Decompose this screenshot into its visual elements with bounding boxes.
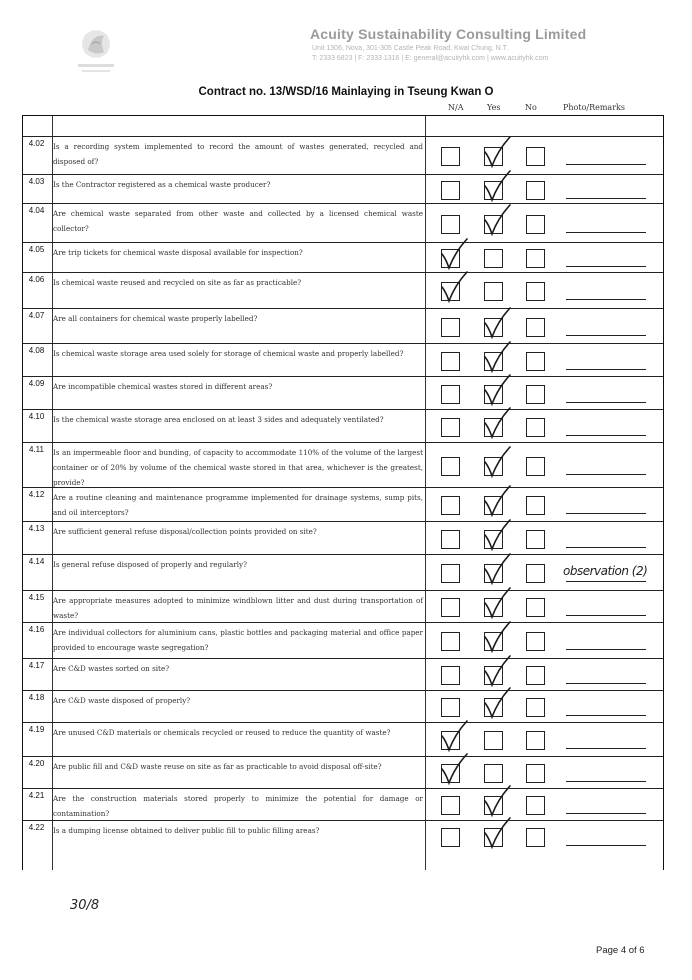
item-number: 4.03 [28, 177, 45, 186]
item-number: 4.15 [28, 593, 45, 602]
check-mark-icon [482, 340, 512, 374]
item-number: 4.11 [29, 445, 44, 454]
checkbox-na[interactable] [441, 181, 460, 200]
checkbox-no[interactable] [526, 731, 545, 750]
remark-line[interactable] [566, 266, 646, 267]
item-number: 4.07 [28, 311, 45, 320]
company-address [312, 44, 602, 64]
checkbox-no[interactable] [526, 698, 545, 717]
remark-line[interactable] [566, 581, 646, 582]
item-question: Is the Contractor registered as a chemical waste producer? [53, 180, 271, 189]
check-mark-icon [482, 445, 512, 479]
checkbox-no[interactable] [526, 418, 545, 437]
remark-line[interactable] [566, 781, 646, 782]
check-mark-icon [482, 203, 512, 237]
checkbox-no[interactable] [526, 666, 545, 685]
checkbox-no[interactable] [526, 385, 545, 404]
item-number: 4.08 [28, 346, 45, 355]
check-mark-icon [439, 270, 469, 304]
item-question: Are chemical waste separated from other waste and collected by a licensed chemical waste collector? [53, 209, 423, 233]
handwritten-remark: observation (2) [563, 564, 648, 578]
remark-line[interactable] [566, 369, 646, 370]
company-logo [70, 22, 122, 76]
checkbox-na[interactable] [441, 318, 460, 337]
remark-line[interactable] [566, 547, 646, 548]
item-question: Are a routine cleaning and maintenance programme implemented for drainage systems, sump pits, and oil interceptors? [53, 493, 423, 517]
checkbox-no[interactable] [526, 318, 545, 337]
check-mark-icon [439, 237, 469, 271]
item-number: 4.17 [28, 661, 45, 670]
item-number: 4.16 [28, 625, 45, 634]
item-question: Is chemical waste storage area used solely for storage of chemical waste and properly labelled? [53, 349, 404, 358]
table-row [23, 343, 663, 377]
checkbox-na[interactable] [441, 698, 460, 717]
remark-line[interactable] [566, 813, 646, 814]
remark-line[interactable] [566, 513, 646, 514]
column-header-no: No [525, 103, 537, 112]
table-row [23, 521, 663, 555]
checklist-table [22, 115, 664, 870]
item-question: Is a dumping license obtained to deliver public fill to public filling areas? [53, 826, 320, 835]
item-question: Are C&D waste disposed of properly? [53, 696, 191, 705]
remark-line[interactable] [566, 164, 646, 165]
check-mark-icon [439, 719, 469, 753]
table-row [23, 554, 663, 591]
checkbox-na[interactable] [441, 385, 460, 404]
check-mark-icon [482, 373, 512, 407]
page-number: Page 4 of 6 [596, 945, 645, 956]
company-address-line1: Unit 1306, Nova, 301-305 Castle Peak Road, Kwai Chung, N.T. [312, 45, 509, 52]
checkbox-na[interactable] [441, 352, 460, 371]
item-number: 4.22 [28, 823, 45, 832]
item-question: Is general refuse disposed of properly and regularly? [53, 560, 247, 569]
remark-line[interactable] [566, 683, 646, 684]
item-number: 4.09 [28, 379, 45, 388]
checkbox-na[interactable] [441, 457, 460, 476]
checkbox-no[interactable] [526, 282, 545, 301]
item-question: Are individual collectors for aluminium cans, plastic bottles and packaging material and office paper provided to encourage waste segregation? [53, 628, 423, 652]
handwritten-page-count: 30/8 [70, 898, 100, 913]
item-question: Are public fill and C&D waste reuse on site as far as practicable to avoid disposal off-site? [53, 762, 382, 771]
item-question: Are unused C&D materials or chemicals recycled or reused to reduce the quantity of waste? [53, 728, 391, 737]
checkbox-na[interactable] [441, 418, 460, 437]
table-row [23, 788, 663, 821]
item-question: Are incompatible chemical wastes stored in different areas? [53, 382, 273, 391]
column-header-remarks: Photo/Remarks [563, 103, 625, 112]
check-mark-icon [482, 518, 512, 552]
item-number: 4.12 [28, 490, 45, 499]
check-mark-icon [482, 552, 512, 586]
column-header-na: N/A [448, 103, 464, 112]
item-question: Are all containers for chemical waste properly labelled? [53, 314, 258, 323]
table-row [23, 242, 663, 273]
remark-line[interactable] [566, 748, 646, 749]
checkbox-yes[interactable] [484, 764, 503, 783]
company-contact-line: T: 2333 6823 | F: 2333 1316 | E: general@acuityhk.com | www.acuityhk.com [312, 55, 549, 62]
check-mark-icon [482, 406, 512, 440]
item-question: Is the chemical waste storage area enclosed on at least 3 sides and adequately ventilated? [53, 415, 384, 424]
item-question: Are trip tickets for chemical waste disposal available for inspection? [53, 248, 303, 257]
table-row [23, 308, 663, 344]
check-mark-icon [482, 135, 512, 169]
checkbox-no[interactable] [526, 147, 545, 166]
table-row [23, 203, 663, 243]
table-row [23, 272, 663, 309]
item-number: 4.18 [28, 693, 45, 702]
checkbox-na[interactable] [441, 496, 460, 515]
remark-line[interactable] [566, 335, 646, 336]
checkbox-no[interactable] [526, 496, 545, 515]
table-row [23, 487, 663, 522]
table-row [23, 174, 663, 204]
remark-line[interactable] [566, 474, 646, 475]
checkbox-no[interactable] [526, 352, 545, 371]
checkbox-no[interactable] [526, 564, 545, 583]
item-question: Is an impermeable floor and bunding, of capacity to accommodate 110% of the volume of the largest container or of 20% by volume of the chemical waste stored in that area, whichever is the greatest, provide? [53, 448, 423, 487]
item-question: Are sufficient general refuse disposal/collection points provided on site? [53, 527, 317, 536]
item-question: Is a recording system implemented to record the amount of wastes generated, recycled and disposed of? [53, 142, 423, 166]
item-number: 4.10 [28, 412, 45, 421]
company-name: Acuity Sustainability Consulting Limited [310, 26, 587, 42]
table-row [23, 376, 663, 410]
checkbox-yes[interactable] [484, 282, 503, 301]
checkbox-yes[interactable] [484, 249, 503, 268]
table-row [23, 136, 663, 175]
remark-line[interactable] [566, 232, 646, 233]
checkbox-no[interactable] [526, 457, 545, 476]
item-number: 4.14 [28, 557, 45, 566]
checkbox-na[interactable] [441, 632, 460, 651]
item-number: 4.02 [28, 139, 45, 148]
item-number: 4.21 [28, 791, 45, 800]
checkbox-na[interactable] [441, 147, 460, 166]
remark-line[interactable] [566, 198, 646, 199]
item-question: Are C&D wastes sorted on site? [53, 664, 170, 673]
checkbox-no[interactable] [526, 215, 545, 234]
item-question: Is chemical waste reused and recycled on site as far as practicable? [53, 278, 302, 287]
checkbox-na[interactable] [441, 666, 460, 685]
checkbox-na[interactable] [441, 564, 460, 583]
item-question: Are appropriate measures adopted to minimize windblown litter and dust during transportation of waste? [53, 596, 423, 620]
checkbox-na[interactable] [441, 828, 460, 847]
check-mark-icon [482, 306, 512, 340]
table-row [23, 722, 663, 757]
check-mark-icon [482, 686, 512, 720]
remark-line[interactable] [566, 299, 646, 300]
item-number: 4.04 [28, 206, 45, 215]
item-number: 4.05 [28, 245, 45, 254]
remark-line[interactable] [566, 435, 646, 436]
checkbox-na[interactable] [441, 215, 460, 234]
remark-line[interactable] [566, 649, 646, 650]
contract-title: Contract no. 13/WSD/16 Mainlaying in Tseung Kwan O [198, 86, 494, 98]
checkbox-no[interactable] [526, 530, 545, 549]
table-row [23, 409, 663, 443]
remark-line[interactable] [566, 615, 646, 616]
item-number: 4.13 [28, 524, 45, 533]
table-row [23, 820, 663, 851]
table-header-row [23, 116, 663, 137]
remark-line[interactable] [566, 715, 646, 716]
item-number: 4.06 [28, 275, 45, 284]
table-row [23, 658, 663, 691]
check-mark-icon [482, 484, 512, 518]
check-mark-icon [439, 752, 469, 786]
checkbox-yes[interactable] [484, 731, 503, 750]
checkbox-no[interactable] [526, 598, 545, 617]
check-mark-icon [482, 620, 512, 654]
check-mark-icon [482, 169, 512, 203]
check-mark-icon [482, 784, 512, 818]
checkbox-na[interactable] [441, 530, 460, 549]
table-row [23, 442, 663, 488]
table-row [23, 590, 663, 623]
item-number: 4.19 [28, 725, 45, 734]
remark-line[interactable] [566, 402, 646, 403]
checkbox-no[interactable] [526, 828, 545, 847]
checkbox-no[interactable] [526, 764, 545, 783]
item-question: Are the construction materials stored properly to minimize the potential for damage or contamination? [53, 794, 423, 818]
checkbox-na[interactable] [441, 796, 460, 815]
checkbox-na[interactable] [441, 598, 460, 617]
item-number: 4.20 [28, 759, 45, 768]
checkbox-no[interactable] [526, 796, 545, 815]
table-row [23, 622, 663, 659]
column-header-yes: Yes [487, 103, 501, 112]
table-row [23, 756, 663, 789]
check-mark-icon [482, 586, 512, 620]
checkbox-no[interactable] [526, 181, 545, 200]
table-row [23, 690, 663, 723]
checkbox-no[interactable] [526, 249, 545, 268]
checkbox-no[interactable] [526, 632, 545, 651]
remark-line[interactable] [566, 845, 646, 846]
check-mark-icon [482, 654, 512, 688]
check-mark-icon [482, 816, 512, 850]
